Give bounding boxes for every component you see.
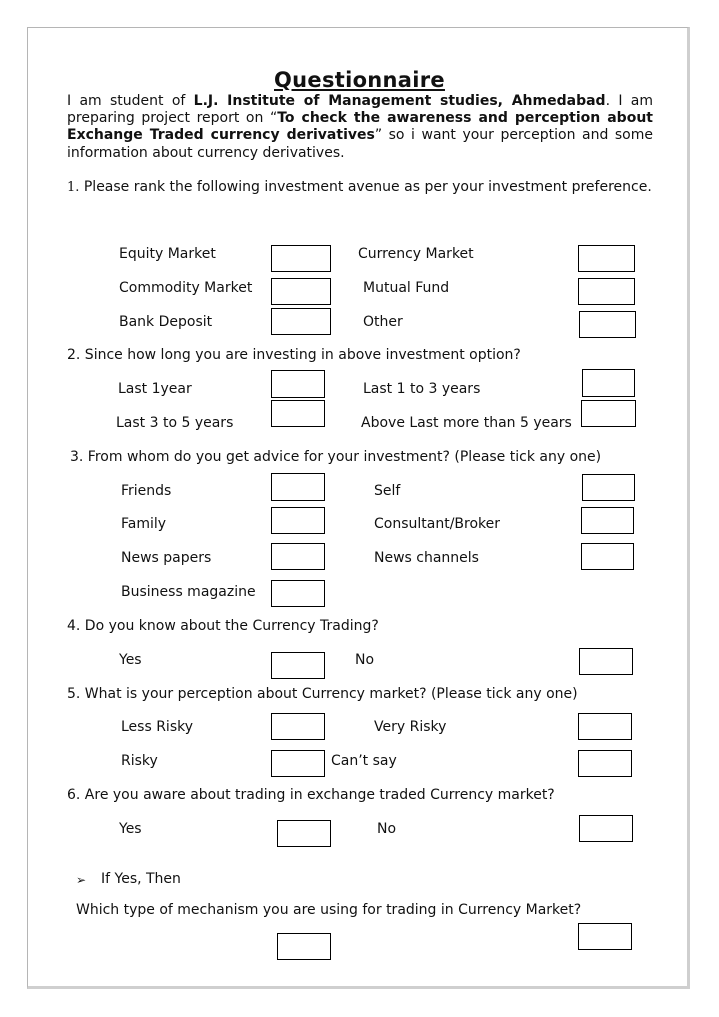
checkbox-yes-q4[interactable]: [271, 652, 325, 679]
question-2: 2. Since how long you are investing in above investment option?: [67, 347, 521, 363]
question-4: 4. Do you know about the Currency Trading?: [67, 618, 379, 634]
question-3: 3. From whom do you get advice for your investment? (Please tick any one): [70, 449, 602, 465]
option-risky: Risky: [121, 753, 158, 769]
rank-box-other[interactable]: [579, 311, 636, 338]
project-title: To check the awareness and perception about Exchange Traded currency derivatives: [67, 110, 653, 144]
checkbox-no-q4[interactable]: [579, 648, 633, 675]
checkbox-very-risky[interactable]: [578, 713, 632, 740]
rank-box-mutual-fund[interactable]: [578, 278, 635, 305]
option-friends: Friends: [121, 483, 172, 499]
question-1-number: 1.: [67, 180, 80, 195]
institute-name: L.J. Institute of Management studies, Ahmedabad: [193, 93, 606, 109]
checkbox-consultant-broker[interactable]: [581, 507, 634, 534]
checkbox-news-papers[interactable]: [271, 543, 325, 570]
checkbox-no-q6[interactable]: [579, 815, 633, 842]
option-news-channels: News channels: [374, 550, 479, 566]
followup-question: Which type of mechanism you are using for trading in Currency Market?: [76, 902, 582, 918]
checkbox-cant-say[interactable]: [578, 750, 632, 777]
question-1-text: Please rank the following investment avenue as per your investment preference.: [83, 179, 652, 195]
option-currency-market: Currency Market: [358, 246, 474, 262]
option-bank-deposit: Bank Deposit: [119, 314, 213, 330]
option-family: Family: [121, 516, 167, 532]
rank-box-commodity-market[interactable]: [271, 278, 331, 305]
option-no-q4: No: [355, 652, 375, 668]
checkbox-last-3-to-5-years[interactable]: [271, 400, 325, 427]
option-other: Other: [363, 314, 403, 330]
option-last-1-to-3-years: Last 1 to 3 years: [363, 381, 481, 397]
option-last-1-year: Last 1year: [118, 381, 192, 397]
checkbox-family[interactable]: [271, 507, 325, 534]
checkbox-risky[interactable]: [271, 750, 325, 777]
rank-box-equity-market[interactable]: [271, 245, 331, 272]
checkbox-news-channels[interactable]: [581, 543, 634, 570]
intro-text-2: . I am preparing project report on “: [67, 93, 654, 127]
option-very-risky: Very Risky: [374, 719, 447, 735]
option-no-q6: No: [377, 821, 397, 837]
followup-label: If Yes, Then: [101, 871, 181, 887]
rank-box-bank-deposit[interactable]: [271, 308, 331, 335]
option-yes-q6: Yes: [119, 821, 142, 837]
option-cant-say: Can’t say: [331, 753, 397, 769]
option-self: Self: [374, 483, 401, 499]
question-5: 5. What is your perception about Currency market? (Please tick any one): [67, 686, 578, 702]
page-title: Questionnaire: [274, 68, 445, 92]
question-6: 6. Are you aware about trading in exchange traded Currency market?: [67, 787, 555, 803]
checkbox-less-risky[interactable]: [271, 713, 325, 740]
answer-box-mechanism-left[interactable]: [277, 933, 331, 960]
checkbox-last-1-year[interactable]: [271, 370, 325, 398]
checkbox-above-5-years[interactable]: [581, 400, 636, 427]
question-1: [67, 178, 653, 197]
option-commodity-market: Commodity Market: [119, 280, 253, 296]
option-business-magazine: Business magazine: [121, 584, 256, 600]
option-consultant-broker: Consultant/Broker: [374, 516, 501, 532]
option-last-3-to-5-years: Last 3 to 5 years: [116, 415, 234, 431]
option-above-5-years: Above Last more than 5 years: [361, 415, 572, 431]
checkbox-yes-q6[interactable]: [277, 820, 331, 847]
option-equity-market: Equity Market: [119, 246, 216, 262]
checkbox-last-1-to-3-years[interactable]: [582, 369, 635, 397]
intro-text-1: I am student of: [67, 93, 194, 109]
option-less-risky: Less Risky: [121, 719, 194, 735]
arrowhead-bullet-icon: ➢: [76, 873, 87, 887]
answer-box-mechanism-right[interactable]: [578, 923, 632, 950]
checkbox-business-magazine[interactable]: [271, 580, 325, 607]
intro-text-3: ” so i want your perception and some information about currency derivatives.: [67, 127, 653, 161]
rank-box-currency-market[interactable]: [578, 245, 635, 272]
checkbox-friends[interactable]: [271, 473, 325, 501]
checkbox-self[interactable]: [582, 474, 635, 501]
option-news-papers: News papers: [121, 550, 212, 566]
option-yes-q4: Yes: [119, 652, 142, 668]
option-mutual-fund: Mutual Fund: [363, 280, 450, 296]
intro-paragraph: [67, 93, 653, 162]
